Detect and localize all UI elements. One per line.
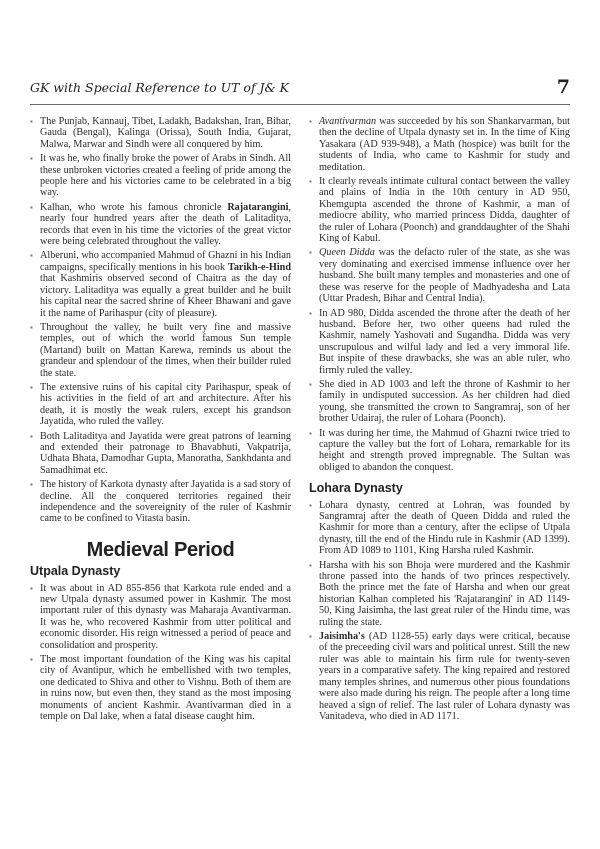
text-run: was succeeded by his son Shankarvarman, but then the decline of Utpala dynasty set in. In the time of King Yasakara (AD 939-948), a Math (hospice) was built for the students of India, who came to Kashmir for study and meditation.	[319, 116, 570, 173]
text-run-italic: Queen Didda	[319, 247, 375, 259]
section-heading: Medieval Period	[86, 538, 235, 561]
bullet-item: ▪ Throughout the valley, he built very fine and massive temples, out of which the world famous Sun temple (Martand) built on Mattan Karewa, reminds us about the grandeur and splendour of the times, when their builder ruled the state.	[30, 322, 291, 379]
bullet-list-utpala	[30, 583, 291, 723]
bullet-item	[30, 250, 291, 318]
bullet-item: ▪ It clearly reveals intimate cultural contact between the valley and plains of India in the 10th century in AD 950, Khemgupta ascended the throne of Kashmir, a man of mediocre ability, who married princess Didda, daughter of the ruler of Lohara (Poonch) and granddaughter of the Shahi King of Kabul.	[309, 176, 570, 244]
bullet-item: ▪ She died in AD 1003 and left the throne of Kashmir to her family in undisputed succession. As her children had died young, she transmitted the crown to Sangramraj, son of her brother Udairaj, the ruler of Lohara (Poonch).	[309, 379, 570, 425]
right-column	[309, 116, 570, 725]
header-rule	[30, 104, 570, 105]
page-number: 7	[556, 76, 570, 98]
bullet-item	[309, 116, 570, 173]
bullet-list-lohara	[309, 500, 570, 723]
text-run-bold: Tarikh-e-Hind	[227, 261, 291, 273]
bullet-list-utpala-cont	[309, 116, 570, 473]
subsection-heading-utpala: Utpala Dynasty	[30, 564, 121, 579]
book-title: GK with Special Reference to UT of J& K	[30, 80, 289, 95]
bullet-item	[309, 631, 570, 722]
bullet-item: ▪ It was he, who finally broke the power of Arabs in Sindh. All these unbroken victories created a feeling of pride among the people here and his victories came to be celebrated in a big way.	[30, 153, 291, 199]
bullet-item	[309, 247, 570, 304]
bullet-item: ▪ The most important foundation of the King was his capital city of Avantipur, which he embellished with two temples, one dedicated to Shiva and other to Vishnu. Both of them are in ruins now, but even then, they stand as the most imposing monuments of ancient Kashmir. Avantivarman died in a temple on Dal lake, when a fatal disease caught him.	[30, 654, 291, 722]
text-run: was the defacto ruler of the state, as she was very dominating and exercised immense influence over her husband. She built many temples and monasteries and one of these was reserve for the people of Madhyadesha and Lata (Uttar Pradesh, Bihar and Central India).	[319, 247, 570, 305]
text-run: (AD 1128-55) early days were critical, because of the preceeding civil wars and political unrest. Still the new ruler was able to maintain his firm rule for twenty-seven years in a comparative safety. The king repaired and restored many temples shrines, and numerous other pious foundations were also made during his reign. The people after a long time heaved a sign of relief. The last ruler of Lohara dynasty was Vanitadeva, who died in AD 1171.	[319, 631, 570, 722]
text-run: , nearly four hundred years after the death of Lalitaditya, records that even in his time the victories of the great victor were being celebrated throughout the valley.	[40, 201, 291, 248]
bullet-item: ▪ In AD 980, Didda ascended the throne after the death of her husband. Before her, two other queens had ruled the Kashmir, namely Yashovati and Sugandha. Didda was very unscrupulous and wilful lady and led a very immoral life. But inspite of these drawbacks, she was an able ruler, who firmly ruled the valley.	[309, 308, 570, 376]
bullet-item: ▪ It was about in AD 855-856 that Karkota rule ended and a new Utpala dynasty assumed power in Kashmir. The most important ruler of this dynasty was Maharaja Avantivarman. It was he, who recovered Kashmir from utter political and economic disorder. His reign witnessed a period of peace and consolidation and prosperity.	[30, 583, 291, 651]
bullet-item: ▪ Both Lalitaditya and Jayatida were great patrons of learning and extended their patronage to Bhavabhuti, Vakpatrija, Udhata Bhata, Damodhar Gupta, Manoratha, Sankhdanta and Samadhimat etc.	[30, 431, 291, 477]
left-column	[30, 116, 291, 726]
bullet-item: ▪ It was during her time, the Mahmud of Ghazni twice tried to capture the valley but the fort of Lohara, remarkable for its height and strength proved impregnable. The Sultan was obliged to abandon the conquest.	[309, 428, 570, 474]
bullet-item: ▪ Harsha with his son Bhoja were murdered and the Kashmir throne passed into the hands of two princes respectively. Both the prince met the fate of Harsha and when our great historian Kalhan completed his 'Rajatarangini' in AD 1149-50, King Jaisimha, the last great ruler of the Hindu time, was ruling the state.	[309, 560, 570, 628]
bullet-list-karkota	[30, 116, 291, 525]
running-header	[30, 78, 570, 102]
bullet-item: ▪ The extensive ruins of his capital city Parihaspur, speak of his activities in the field of art and architecture. After his death, it is mostly the weak rulers, except his grandson Jayatida, who ruled the valley.	[30, 382, 291, 428]
text-run-bold: Jaisimha's	[319, 631, 365, 643]
bullet-item: ▪ Lohara dynasty, centred at Lohran, was founded by Sangramraj after the death of Queen Didda and ruled the Kashmir for more than a century, after the eclipse of Utpala dynasty, till the end of the Hindu rule in Kashmir (AD 1399). From AD 1089 to 1101, King Harsha ruled Kashmir.	[309, 500, 570, 557]
text-run: that Kashmiris observed second of Chaitra as the day of victory. Lalitaditya was equally a great builder and he built his capital near the sacred shrine of Kheer Bhawani and gave it the name of Parihaspur (city of pleasure).	[40, 273, 291, 319]
text-run: Alberuni, who accompanied Mahmud of Ghazni in his Indian campaigns, specifically mentions in his book	[40, 250, 291, 273]
text-run: Kalhan, who wrote his famous chronicle	[40, 201, 228, 213]
bullet-item	[30, 202, 291, 248]
bullet-item: ▪ The history of Karkota dynasty after Jayatida is a sad story of decline. All the conquered territories regained their independence and the sovereignity of the ruler of Kashmir came to be confined to Vitasta basin.	[30, 479, 291, 525]
subsection-heading-lohara: Lohara Dynasty	[309, 481, 403, 496]
text-run-italic: Avantivarman	[319, 116, 377, 127]
text-run-bold: Rajatarangini	[227, 201, 289, 213]
bullet-item: ▪ The Punjab, Kannauj, Tibet, Ladakh, Badakshan, Iran, Bihar, Gauda (Bengal), Kalinga (Orissa), South India, Gujarat, Malwa, Marwar and Sindh were all conquered by him.	[30, 116, 291, 150]
